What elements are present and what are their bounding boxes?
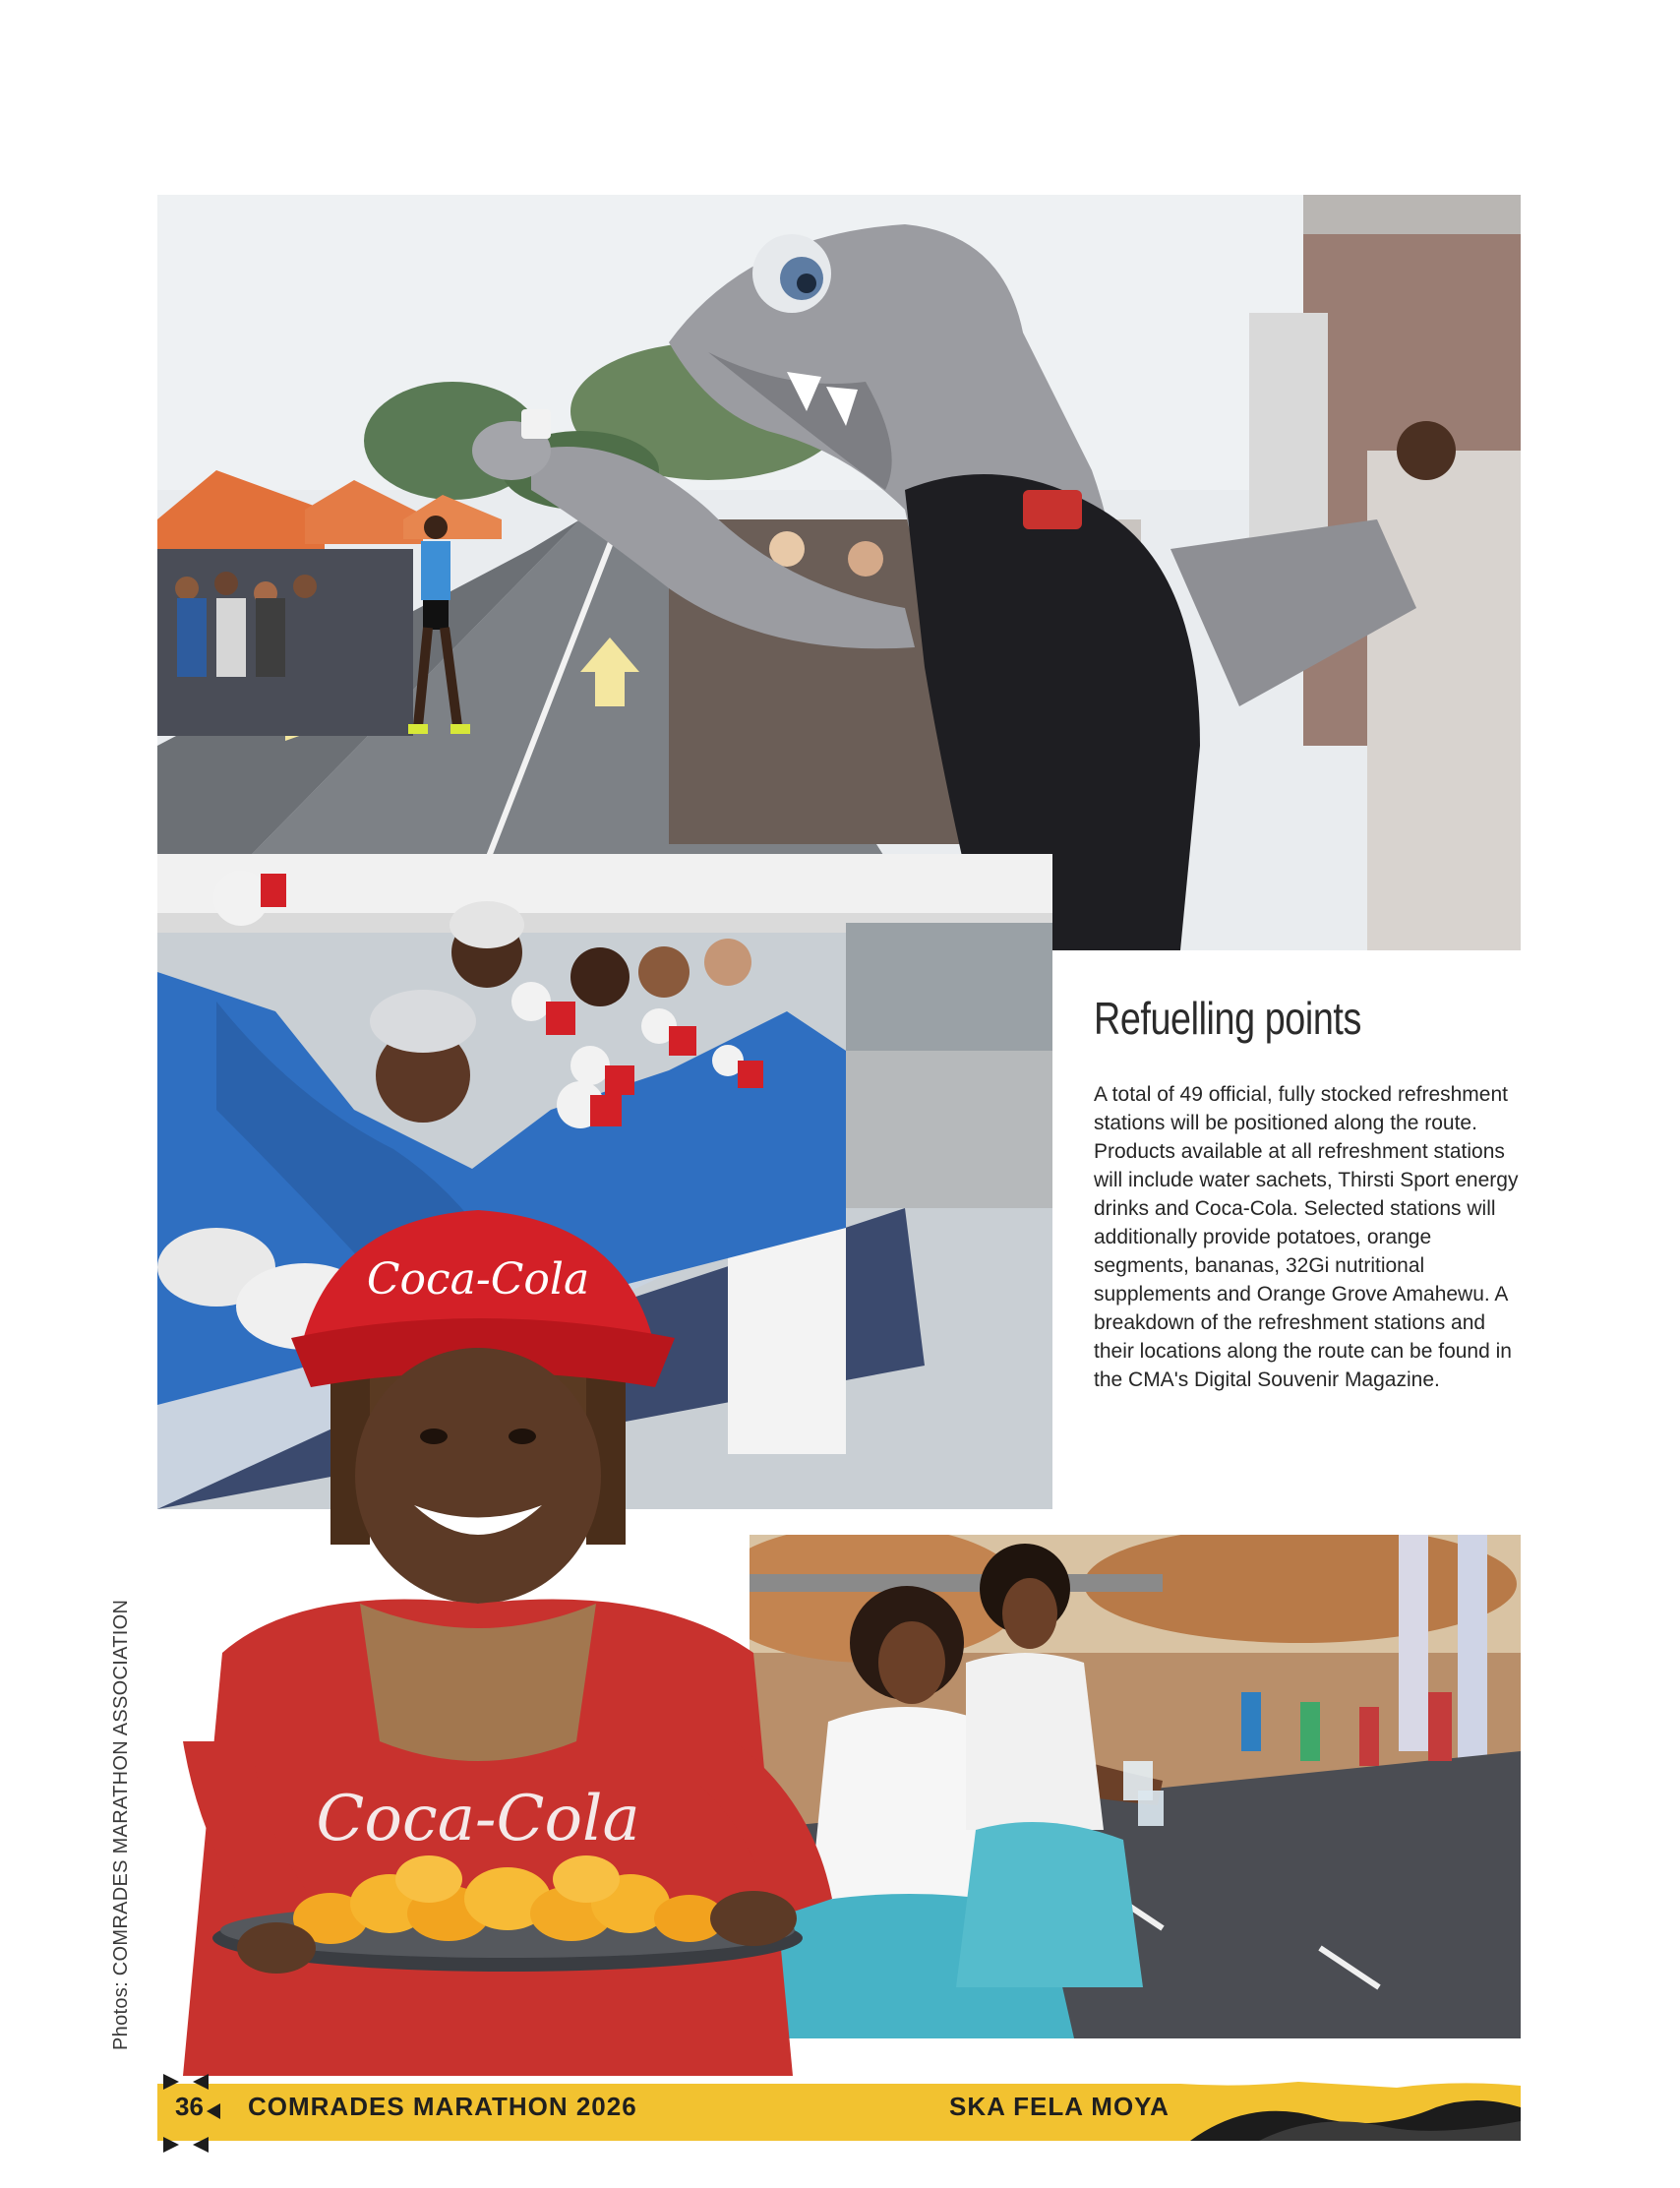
article-headline: Refuelling points — [1094, 993, 1361, 1044]
photo-credit: Photos: COMRADES MARATHON ASSOCIATION — [110, 1599, 132, 2050]
photo-lady-oranges — [183, 1190, 832, 2076]
photo-women-sachets — [750, 1535, 1521, 2038]
photo-mascot-runner — [157, 195, 1521, 950]
cap-logo-text: Coca-Cola — [366, 1254, 590, 1305]
article-body: A total of 49 official, fully stocked refreshment stations will be positioned along the route. Products available at all refreshment stations will include water sachets, Thirsti Sport energy drinks and Coca-Cola. Selected stations will additionally provide potatoes, orange segments, bananas, 32Gi nutritional supplements and Orange Grove Amahewu. A breakdown of the refreshment stations and their locations along the route can be found in the CMA's Digital Souvenir Magazine. — [1094, 1083, 1519, 1391]
shirt-logo-text: Coca-Cola — [316, 1783, 640, 1855]
magazine-title: COMRADES MARATHON 2026 — [248, 2092, 637, 2121]
footer-slogan: SKA FELA MOYA — [949, 2092, 1170, 2121]
page-number: 36 — [175, 2092, 204, 2121]
